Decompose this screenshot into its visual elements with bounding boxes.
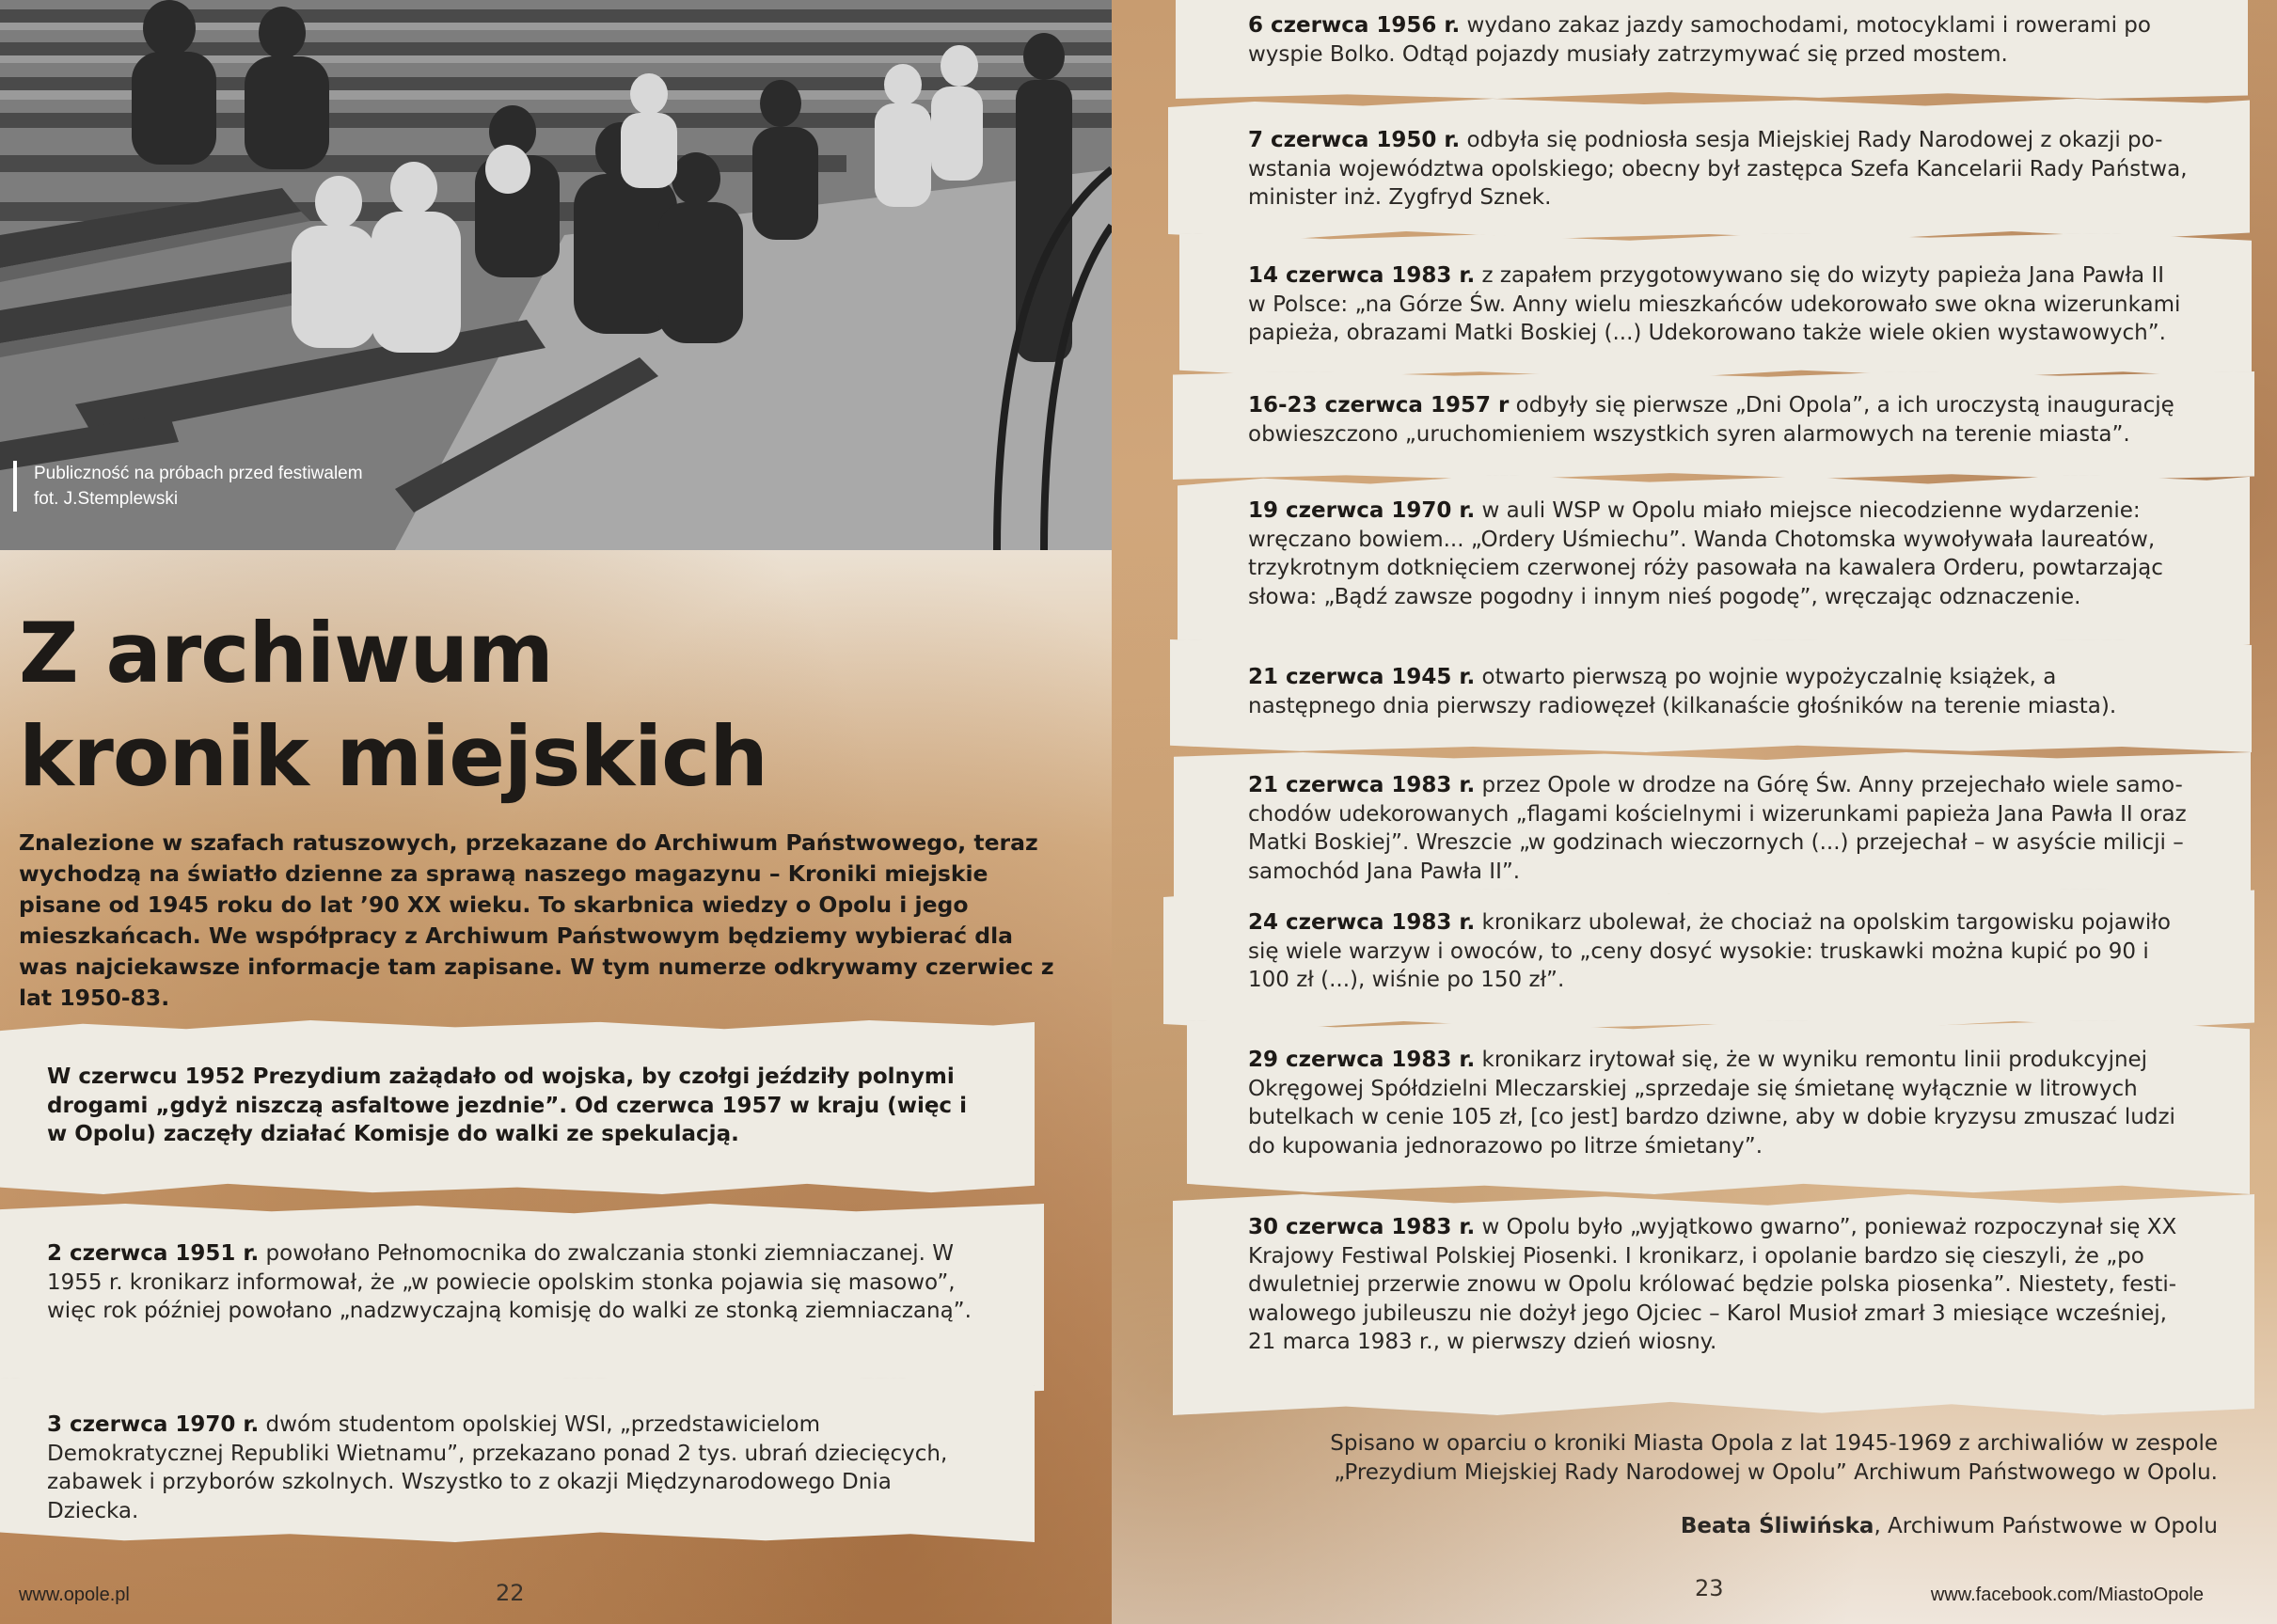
chronicle-entry — [1248, 261, 2189, 348]
entry-date: 6 czerwca 1956 r. — [1248, 13, 1461, 38]
entry-date: 7 czerwca 1950 r. — [1248, 128, 1461, 152]
photo-credit: fot. J.Stemplewski — [34, 489, 179, 509]
chronicle-entry — [1248, 497, 2189, 611]
entry-date: 29 czerwca 1983 r. — [1248, 1048, 1476, 1072]
entry-date: 30 czerwca 1983 r. — [1248, 1215, 1476, 1239]
footer-facebook-link[interactable]: www.facebook.com/MiastoOpole — [1930, 1585, 2204, 1605]
chronicle-entry — [1248, 1046, 2189, 1160]
entry-text: powołano Pełnomocnika do zwalczania stonki ziemniaczanej. W 1955 r. kronikarz informował, że „w powiecie opolskim stonka pojawia się masowo”, więc rok później powołano „nadzwyczajną komisję do walki ze stonką ziemniaczaną”. — [47, 1241, 972, 1323]
page-title-line-1: Z archiwum — [19, 605, 553, 702]
page-number-left: 22 — [496, 1580, 525, 1606]
entry-text: wydano zakaz jazdy samochodami, motocyklami i rowerami po wyspie Bolko. Odtąd pojazdy musiały zatrzymywać się przed mostem. — [1248, 13, 2151, 67]
chronicle-entry — [1248, 391, 2189, 449]
entry-text: z zapałem przygotowywano się do wizyty papieża Jana Pawła II w Polsce: „na Górze Św. Anny wielu mieszkańców udekorowało swe okna wizerunkami papieża, obrazami Matki Boskiej (...) Udekorowano także wiele okien wystawowych”. — [1248, 263, 2181, 345]
entry-text: dwóm studentom opolskiej WSI, „przedstawicielom Demokratycznej Republiki Wietnamu”, przekazano ponad 2 tys. ubrań dziecięcych, zabawek i przyborów szkolnych. Wszystko to z okazji Międzynarodowego Dnia Dziecka. — [47, 1412, 948, 1523]
entry-text: kronikarz ubolewał, że chociaż na opolskim targowisku pojawiło się wiele warzyw i owoców, to „ceny dosyć wysokie: truskawki można kupić po 90 i 100 zł (...), wiśnie po 150 zł”. — [1248, 910, 2171, 992]
left-page — [0, 0, 1112, 1624]
entry-date: 14 czerwca 1983 r. — [1248, 263, 1476, 288]
entry-date: 2 czerwca 1951 r. — [47, 1241, 260, 1266]
page-title-line-2: kronik miejskich — [19, 708, 767, 805]
entry-text: odbyły się pierwsze „Dni Opola”, a ich uroczystą inaugurację obwieszczono „uruchomieniem wszystkich syren alarmowych na terenie miasta”. — [1248, 393, 2174, 447]
chronicle-entry — [1248, 11, 2189, 69]
entry-date: 19 czerwca 1970 r. — [1248, 498, 1476, 523]
chronicle-entry — [47, 1239, 988, 1326]
entry-text: odbyła się podniosła sesja Miejskiej Rady Narodowej z okazji po-wstania województwa opolskiego; obecny był zastępca Szefa Kancelarii Rady Państwa, minister inż. Zygfryd Sznek. — [1248, 128, 2188, 210]
photo-caption — [13, 461, 363, 512]
entry-date: 16-23 czerwca 1957 r — [1248, 393, 1510, 418]
chronicle-entry — [1248, 126, 2189, 213]
photo-caption-text: Publiczność na próbach przed festiwalem — [34, 464, 363, 483]
entry-date: 21 czerwca 1983 r. — [1248, 773, 1476, 797]
entry-date: 24 czerwca 1983 r. — [1248, 910, 1476, 935]
chronicle-entry — [1248, 1213, 2189, 1357]
lead-paragraph: Znalezione w szafach ratuszowych, przekazane do Archiwum Państwowego, teraz wychodzą na światło dzienne za sprawą naszego magazynu – Kroniki miejskie pisane od 1945 roku do lat ’90 XX wieku. To skarbnica wiedzy o Opolu i jego mieszkańcach. We współpracy z Archiwum Państwowym będziemy wybierać dla was najciekawsze informacje tam zapisane. W tym numerze odkrywamy czerwiec z lat 1950-83. — [19, 829, 1054, 1011]
source-note: Spisano w oparciu o kroniki Miasta Opola z lat 1945-1969 z archiwaliów w zespole „Prezydium Miejskiej Rady Narodowej w Opolu” Archiwum Państwowego w Opolu. — [1330, 1431, 2218, 1485]
entry-text: kronikarz irytował się, że w wyniku remontu linii produkcyjnej Okręgowej Spółdzielni Mleczarskiej „sprzedaje się śmietanę wyłącznie w litrowych butelkach w cenie 105 zł, [co jest] bardzo dziwne, aby w dobie kryzysu zmuszać ludzi do kupowania jednorazowo po litrze śmietany”. — [1248, 1048, 2175, 1159]
chronicle-entry — [1248, 663, 2189, 720]
entry-text: W czerwcu 1952 Prezydium zażądało od wojska, by czołgi jeździły polnymi drogami „gdyż niszczą asfaltowe jezdnie”. Od czerwca 1957 w kraju (więc i w Opolu) zaczęły działać Komisje do walki ze spekulacją. — [47, 1064, 967, 1146]
entry-date: 21 czerwca 1945 r. — [1248, 665, 1476, 689]
right-page — [1112, 0, 2277, 1624]
author-name: Beata Śliwińska — [1680, 1514, 1874, 1538]
chronicle-entry — [1248, 771, 2189, 886]
chronicle-entry — [47, 1063, 988, 1149]
entry-text: otwarto pierwszą po wojnie wypożyczalnię książek, a następnego dnia pierwszy radiowęzeł (kilkanaście głośników na terenie miasta). — [1248, 665, 2117, 718]
author-affiliation: , Archiwum Państwowe w Opolu — [1874, 1514, 2218, 1538]
entry-text: w Opolu było „wyjątkowo gwarno”, ponieważ rozpoczynał się XX Krajowy Festiwal Polskiej Piosenki. I kronikarz, i opolanie bardzo się cieszyli, że „po dwuletniej przerwie znowu w Opolu królować będzie polska piosenka”. Niestety, festi-walowego jubileuszu nie dożył jego Ojciec – Karol Musioł zmarł 3 miesiące wcześniej, 21 marca 1983 r., w pierwszy dzień wiosny. — [1248, 1215, 2177, 1354]
footer-website-link[interactable]: www.opole.pl — [19, 1585, 130, 1605]
author-credit — [1277, 1512, 2218, 1541]
entry-text: w auli WSP w Opolu miało miejsce niecodzienne wydarzenie: wręczano bowiem... „Ordery Uśmiechu”. Wanda Chotomska wywoływała laureatów, trzykrotnym dotknięciem czerwonej róży pasowała na kawalera Orderu, powtarzając słowa: „Bądź zawsze pogodny i innym nieś pogodę”, wręczając odznaczenie. — [1248, 498, 2163, 609]
page-number-right: 23 — [1695, 1575, 1724, 1601]
entry-date: 3 czerwca 1970 r. — [47, 1412, 260, 1437]
chronicle-entry — [47, 1411, 988, 1525]
entry-text: przez Opole w drodze na Górę Św. Anny przejechało wiele samo-chodów udekorowanych „flagami kościelnymi i wizerunkami papieża Jana Pawła II oraz Matki Boskiej”. Wreszcie „w godzinach wieczornych (...) przejechał – w asyście milicji – samochód Jana Pawła II”. — [1248, 773, 2187, 884]
page-title — [19, 602, 1053, 809]
archive-photo — [0, 0, 1112, 550]
chronicle-entry — [1248, 908, 2189, 995]
